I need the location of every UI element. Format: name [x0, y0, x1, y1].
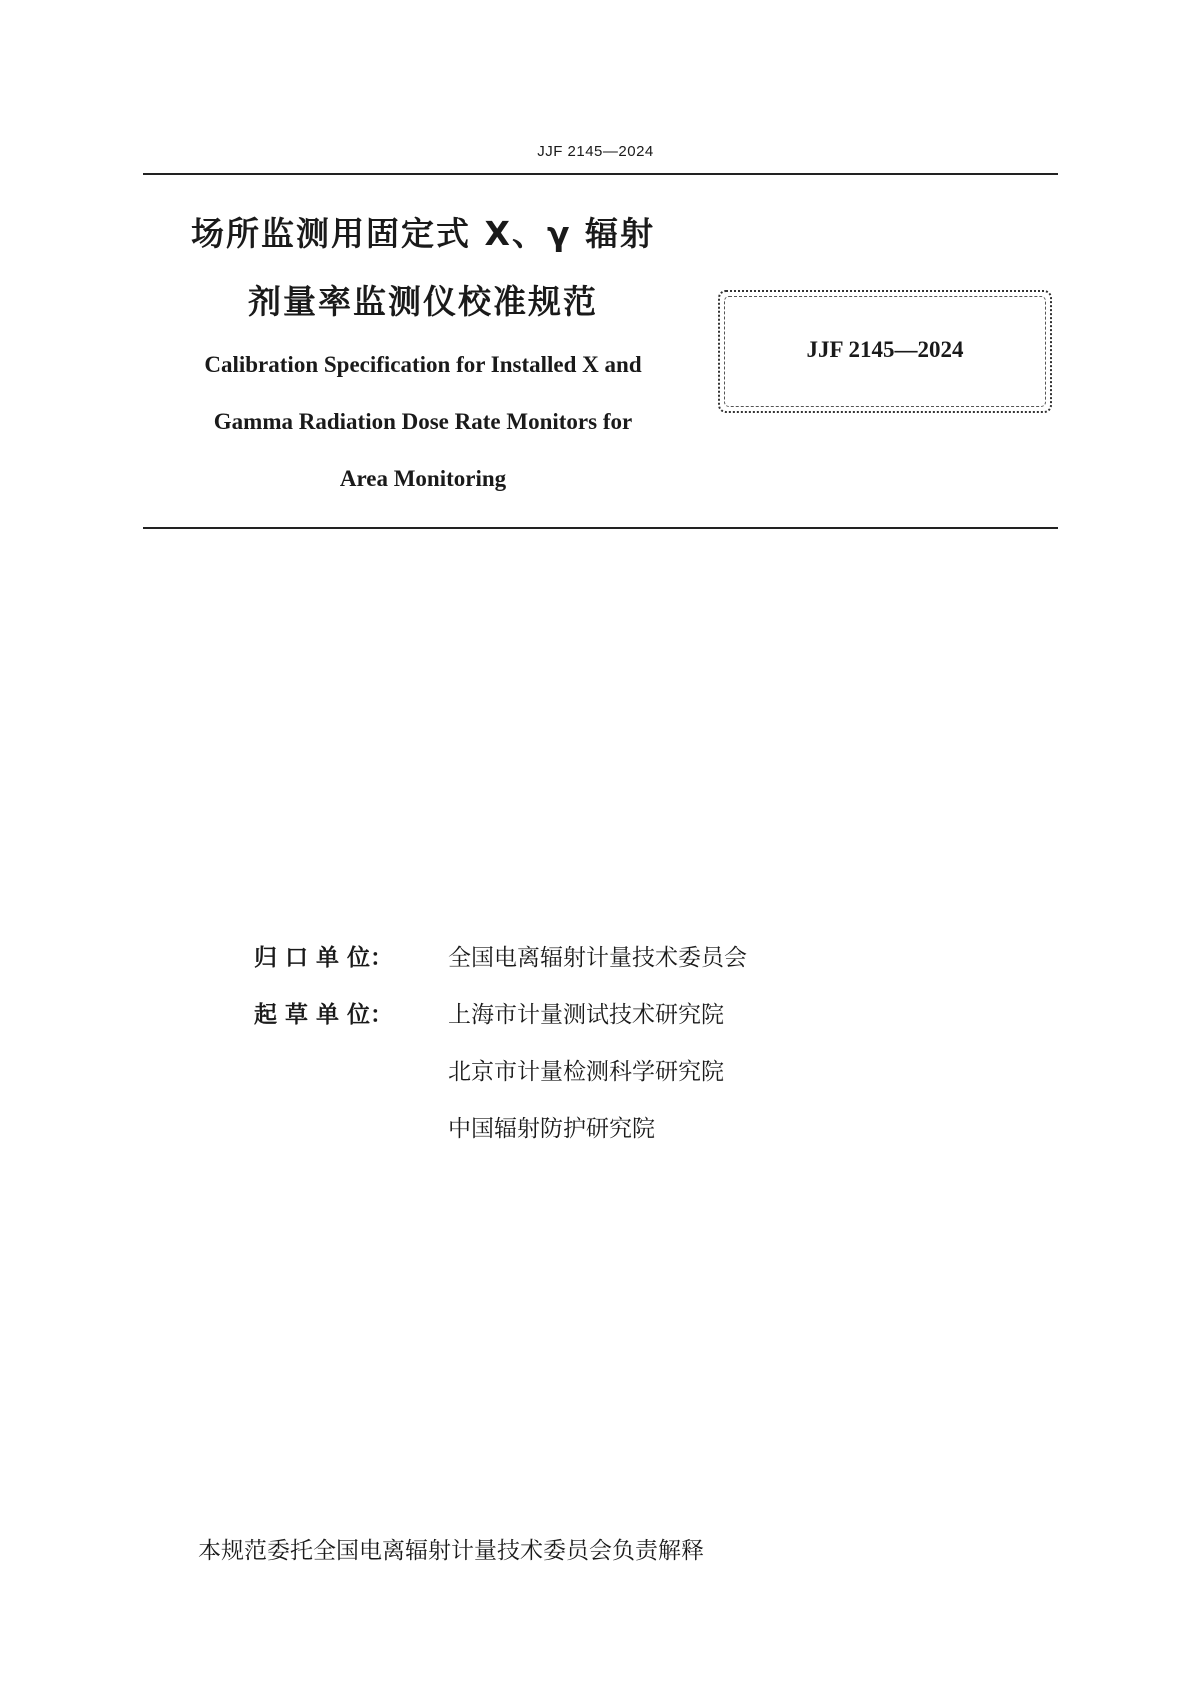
responsible-unit-value: 全国电离辐射计量技术委员会	[448, 945, 747, 971]
drafting-unit-row-2	[254, 1044, 747, 1101]
title-en-line2: Gamma Radiation Dose Rate Monitors for	[213, 409, 633, 434]
drafting-unit-3: 中国辐射防护研究院	[448, 1116, 655, 1142]
organizations-block	[254, 930, 747, 1158]
title-cn-line2: 剂量率监测仪校准规范	[248, 282, 598, 321]
top-divider	[143, 173, 1058, 175]
responsible-unit-row	[254, 930, 747, 987]
drafting-unit-row-3	[254, 1101, 747, 1158]
title-en-line3: Area Monitoring	[339, 466, 507, 491]
drafting-unit-row	[254, 987, 747, 1044]
drafting-unit-2: 北京市计量检测科学研究院	[448, 1059, 724, 1085]
standard-code-box-text: JJF 2145—2024	[806, 337, 964, 362]
responsible-unit-label: 归 口 单 位：	[254, 945, 394, 971]
standard-code-box	[718, 290, 1052, 413]
title-cn-line1: 场所监测用固定式 X、γ 辐射	[191, 214, 655, 253]
drafting-unit-1: 上海市计量测试技术研究院	[448, 1002, 724, 1028]
header-standard-code: JJF 2145—2024	[537, 143, 654, 160]
drafting-unit-label: 起 草 单 位：	[254, 1002, 394, 1028]
interpretation-note: 本规范委托全国电离辐射计量技术委员会负责解释	[198, 1538, 704, 1564]
bottom-divider	[143, 527, 1058, 529]
title-en-line1: Calibration Specification for Installed X and	[204, 352, 642, 377]
title-block	[143, 200, 703, 507]
